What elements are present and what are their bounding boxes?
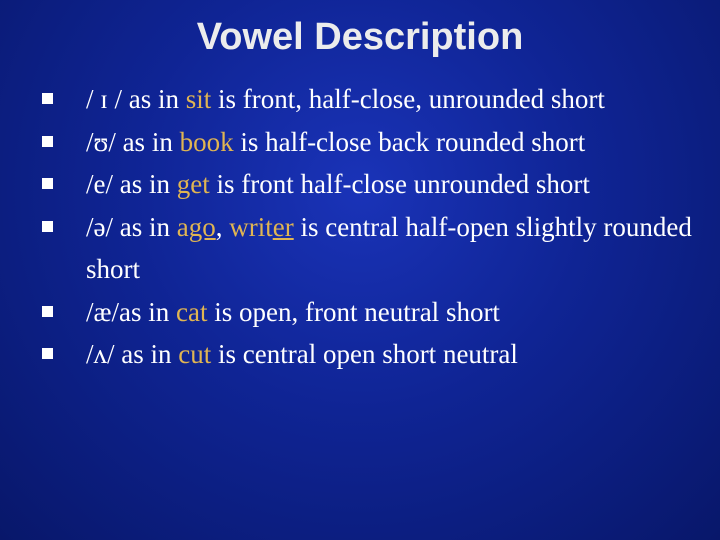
- square-bullet-icon: [42, 221, 53, 232]
- bullet-text: /ʊ/ as in: [86, 126, 180, 157]
- bullet-text: is central open short neutral: [211, 339, 518, 369]
- bullet-item: [40, 78, 700, 121]
- bullet-text: /ʌ/ as in: [86, 339, 179, 369]
- bullet-text: is half-close back rounded short: [233, 126, 586, 157]
- bullet-item: [40, 333, 700, 376]
- example-word: writ: [229, 211, 273, 242]
- square-bullet-icon: [42, 348, 53, 359]
- example-word: cat: [176, 296, 208, 327]
- bullet-text: /e/ as in: [86, 169, 177, 199]
- example-word: sit: [185, 84, 212, 114]
- example-word: get: [176, 169, 210, 199]
- bullet-item: [40, 163, 700, 206]
- bullet-text: is front half-close unrounded short: [209, 169, 590, 199]
- example-word: go: [188, 211, 216, 242]
- square-bullet-icon: [42, 93, 53, 104]
- bullet-text: /ə/ as in: [86, 211, 177, 242]
- bullet-item: [40, 121, 700, 164]
- square-bullet-icon: [42, 306, 53, 317]
- example-word: book: [179, 126, 234, 157]
- example-word: cut: [178, 339, 212, 369]
- bullet-text: is front, half-close, unrounded short: [211, 84, 605, 114]
- bullet-text: is central half-open slightly rounded short: [86, 211, 692, 284]
- bullet-text: is open, front neutral short: [207, 296, 500, 327]
- bullet-text: / ɪ / as in: [86, 84, 186, 114]
- slide-title: Vowel Description: [196, 16, 524, 58]
- bullet-text: /æ/as in: [86, 296, 177, 327]
- bullet-item: [40, 206, 700, 291]
- square-bullet-icon: [42, 178, 53, 189]
- bullet-text: ,: [215, 211, 230, 242]
- bullet-list: [40, 78, 700, 376]
- bullet-item: [40, 291, 700, 334]
- example-word: er: [272, 211, 294, 242]
- square-bullet-icon: [42, 136, 53, 147]
- example-word: a: [176, 211, 189, 242]
